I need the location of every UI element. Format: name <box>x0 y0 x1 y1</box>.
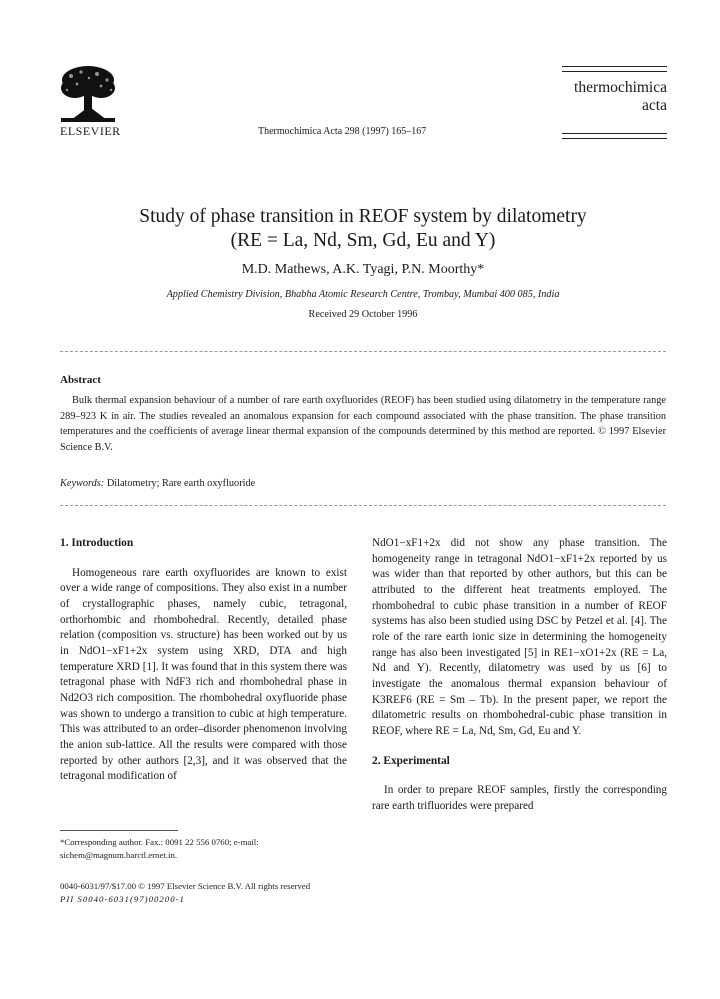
journal-citation: Thermochimica Acta 298 (1997) 165–167 <box>258 126 427 137</box>
abstract-heading: Abstract <box>60 374 101 386</box>
keywords-label: Keywords: <box>60 478 105 489</box>
pii-line: PII S0040-6031(97)00200-1 <box>60 894 185 904</box>
journal-rule-bottom-2 <box>562 138 667 139</box>
copyright-line: 0040-6031/97/$17.00 © 1997 Elsevier Science B.V. All rights reserved <box>60 881 311 891</box>
left-column <box>60 536 347 785</box>
article-authors: M.D. Mathews, A.K. Tyagi, P.N. Moorthy* <box>241 262 485 277</box>
right-column <box>372 536 667 815</box>
article-title <box>60 205 666 253</box>
journal-rule-bottom <box>562 133 667 134</box>
intro-paragraph: Homogeneous rare earth oxyfluorides are known to exist over a wide range of compositions. They also exist in a number of crystallographic phases, namely cubic, tetragonal, orthorhombic and rhombohedral. Recently, detailed phase relation (composition vs. structure) has been worked out by us in NdO1−xF1+2x system using XRD, DTA and high temperature XRD [1]. It was found that in this system there was tetragonal phase with NdF3 rich and rhombohedral phase in Nd2O3 rich composition. The rhombohedral oxyfluoride phase was shown to undergo a transition to cubic at high temperature. This was attributed to an order–disorder phenomenon involving the anion sub-lattice. All the results were compared with those reported by other authors [2,3], and it was observed that the tetragonal modification of <box>60 566 347 783</box>
article-title-line2: (RE = La, Nd, Sm, Gd, Eu and Y) <box>230 230 496 251</box>
experimental-heading: 2. Experimental <box>372 754 450 767</box>
corresponding-author-footnote: *Corresponding author. Fax.: 0091 22 556 0760; e-mail: sichem@magnum.barctl.ernet.in. <box>60 837 259 860</box>
journal-rule-top-2 <box>562 71 667 72</box>
copyright-block <box>60 880 310 906</box>
keywords-line <box>60 478 255 489</box>
elsevier-tree-logo <box>57 62 119 124</box>
publisher-name: ELSEVIER <box>60 124 121 138</box>
footnote-rule <box>60 830 178 831</box>
article-title-line1: Study of phase transition in REOF system by dilatometry <box>139 206 587 227</box>
intro-heading: 1. Introduction <box>60 537 134 549</box>
title-divider <box>60 351 666 352</box>
experimental-paragraph: In order to prepare REOF samples, firstly the corresponding rare earth trifluorides were prepared <box>372 784 667 812</box>
received-date: Received 29 October 1996 <box>308 309 418 320</box>
journal-name-line1: thermochimica <box>574 79 667 96</box>
abstract-text: Bulk thermal expansion behaviour of a number of rare earth oxyfluorides (REOF) has been studied using dilatometry in the temperature range 289–923 K in air. The studies revealed an anomalous expansion for each compound associated with the phase transition. The phase transition temperatures and the coefficients of average linear thermal expansion of the compounds determined by this method are reported. © 1997 Elsevier Science B.V. <box>60 395 666 453</box>
article-affiliation: Applied Chemistry Division, Bhabha Atomic Research Centre, Trombay, Mumbai 400 085, India <box>166 289 560 300</box>
abstract-divider <box>60 505 666 506</box>
journal-name-line2: acta <box>642 97 667 114</box>
keywords-list: Dilatometry; Rare earth oxyfluoride <box>106 478 256 489</box>
intro-continued-paragraph: NdO1−xF1+2x did not show any phase transition. The homogeneity range in tetragonal NdO1−xF1+2x reported by us was wider than that reported by other authors, but this can be attributed to the different heat treatments employed. The rhombohedral to cubic phase transition in a number of REOF systems has also been studied using DSC by Petzel et al. [4]. The role of the rare earth ionic size in determining the homogeneity range has also been investigated [5] in RE1−xO1+2x (RE = La, Nd and Y). Recently, dilatometry was used by us [6] to investigate the anomalous thermal expansion behaviour of K3REF6 (RE = Sm – Tb). In the present paper, we report the dilatometric results on rhombohedral-cubic phase transition in REOF, where RE = La, Nd, Sm, Gd, Eu and Y. <box>372 537 667 737</box>
journal-rule-top <box>562 66 667 67</box>
